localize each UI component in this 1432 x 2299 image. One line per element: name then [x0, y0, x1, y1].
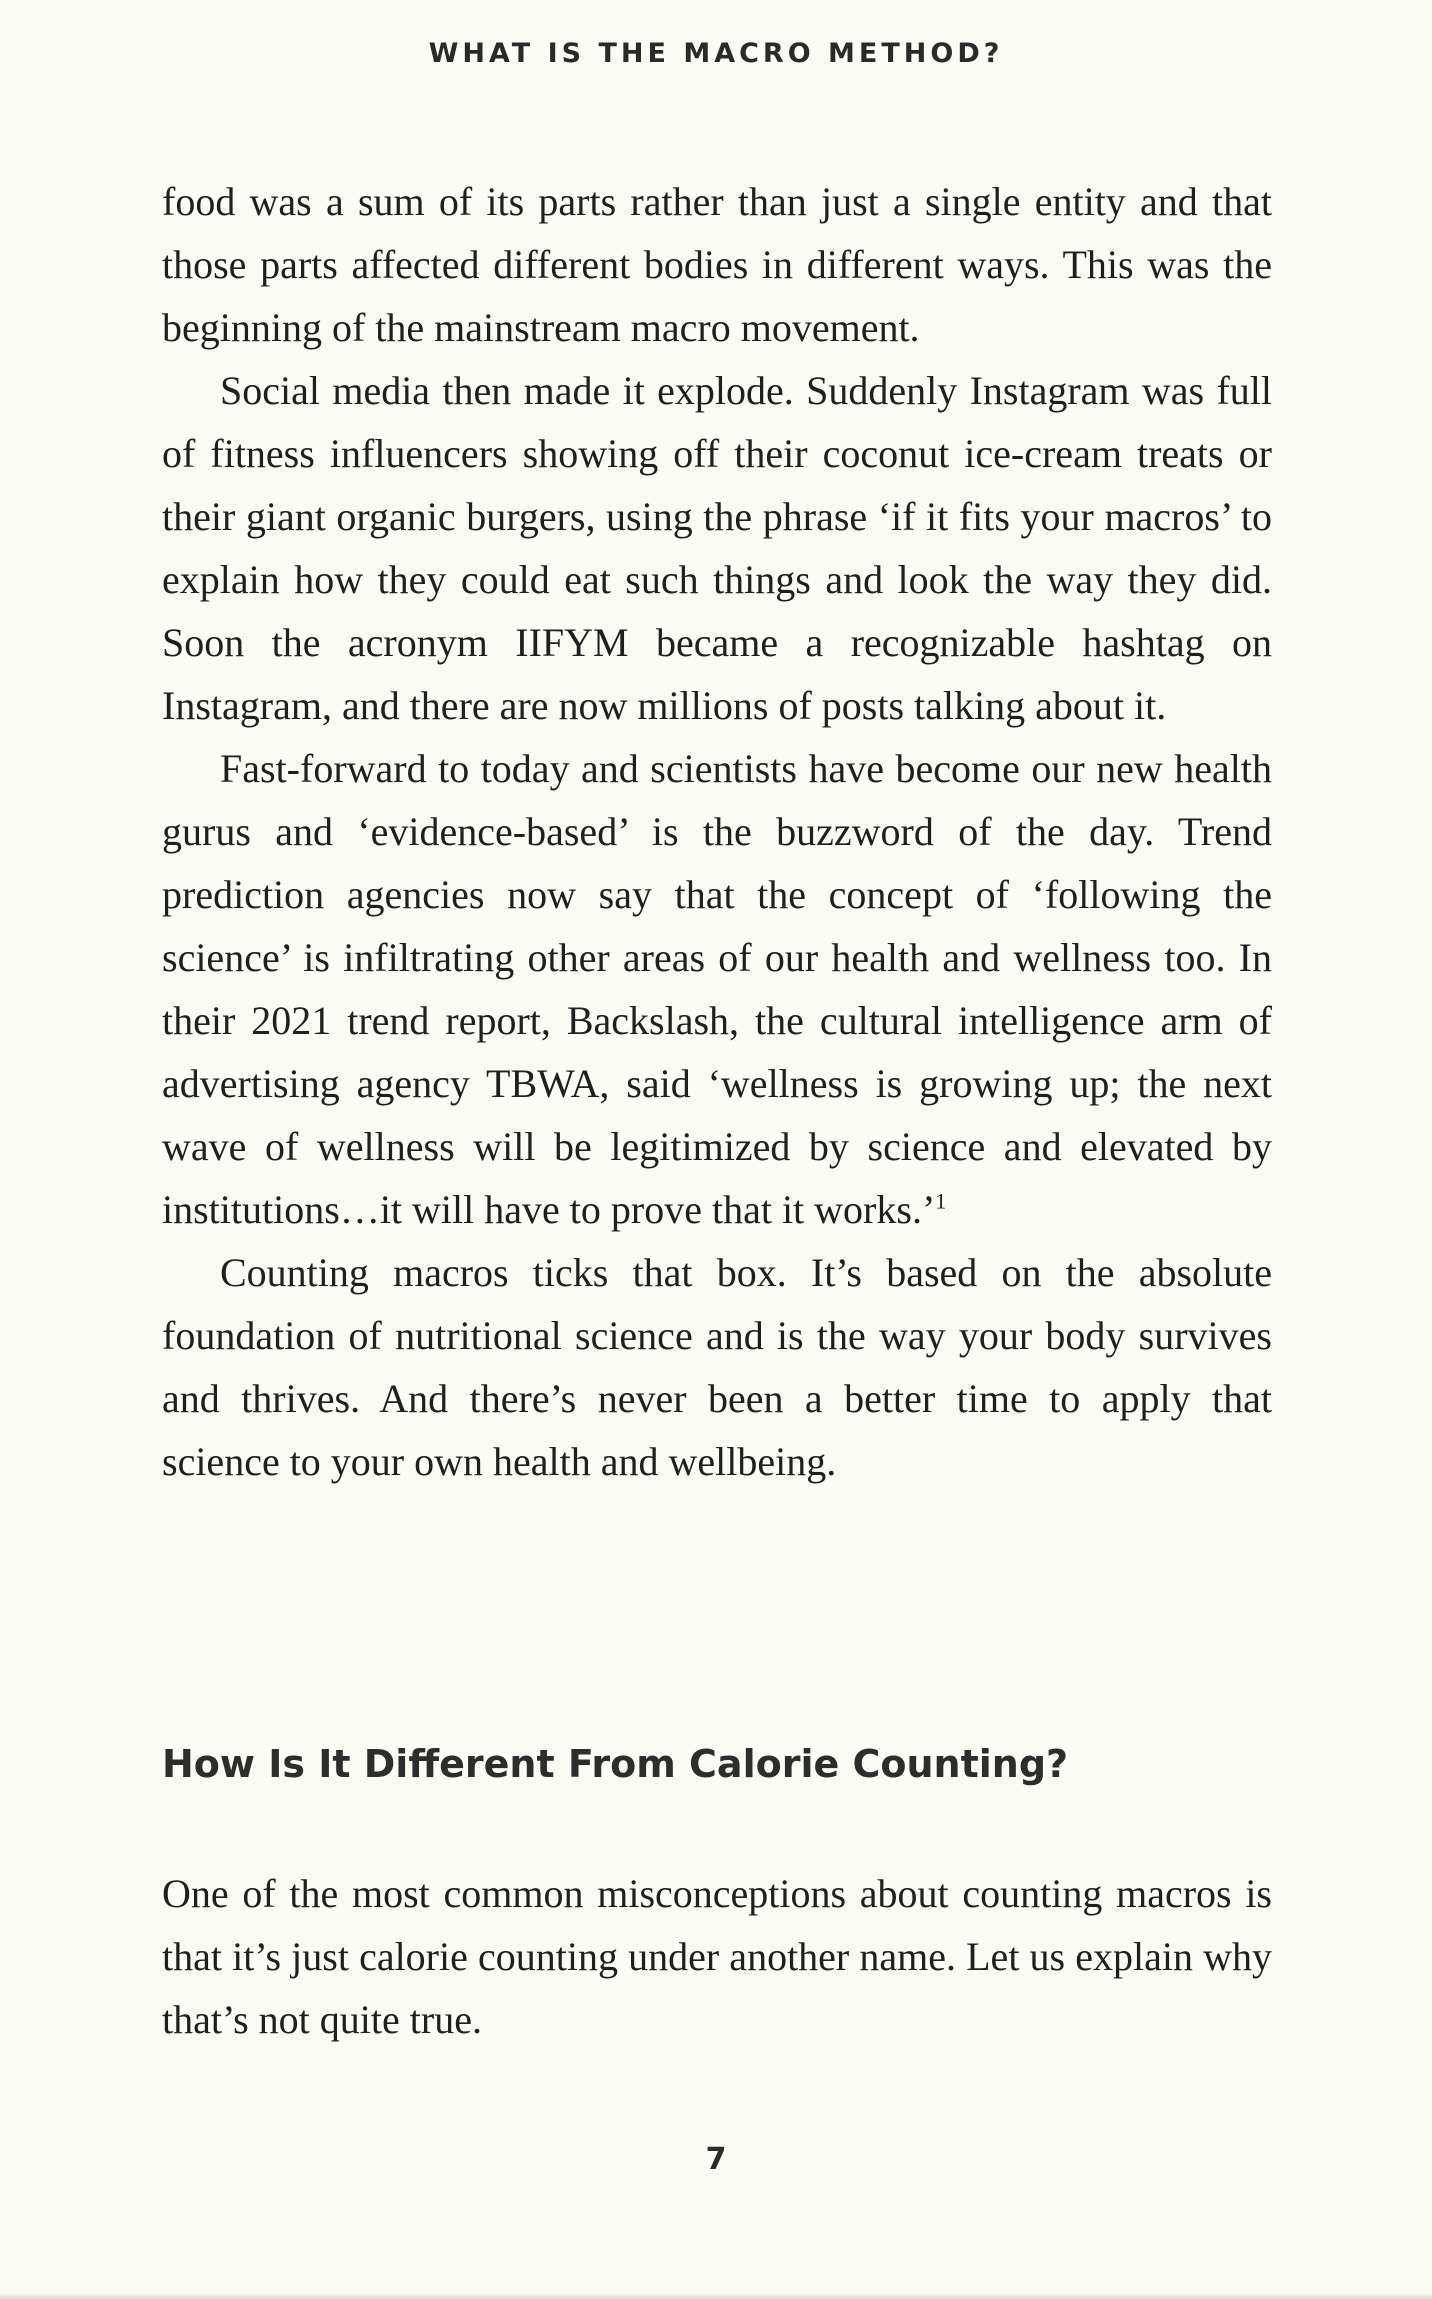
running-head: WHAT IS THE MACRO METHOD? [428, 38, 1004, 69]
section-paragraph: One of the most common misconceptions about counting macros is that it’s just calorie counting under another name. Let us explain why that’s not quite true. [162, 1871, 1272, 2042]
footnote-marker: 1 [935, 1188, 947, 1214]
page-edge [0, 2293, 1432, 2299]
body-text [162, 170, 1272, 1493]
paragraph-1: food was a sum of its parts rather than just a single entity and that those parts affected different bodies in different ways. This was the beginning of the mainstream macro movement. [162, 179, 1272, 350]
paragraph-3 [162, 737, 1272, 1241]
section-body-text [162, 1862, 1272, 2051]
page-number: 7 [705, 2142, 727, 2177]
paragraph-3-text: Fast-forward to today and scientists have become our new health gurus and ‘evidence-based’ is the buzzword of the day. Trend prediction agencies now say that the concept of ‘following the science’ is infiltrating other areas of our health and wellness too. In their 2021 trend report, Backslash, the cultural intelligence arm of advertising agency TBWA, said ‘wellness is growing up; the next wave of wellness will be legitimized by science and elevated by institutions…it will have to prove that it works.’ [162, 746, 1272, 1232]
section-heading: How Is It Different From Calorie Counting? [162, 1742, 1069, 1786]
paragraph-2: Social media then made it explode. Suddenly Instagram was full of fitness influencers showing off their coconut ice-cream treats or their giant organic burgers, using the phrase ‘if it fits your macros’ to explain how they could eat such things and look the way they did. Soon the acronym IIFYM became a recognizable hashtag on Instagram, and there are now millions of posts talking about it. [162, 368, 1272, 728]
paragraph-4: Counting macros ticks that box. It’s based on the absolute foundation of nutritional science and is the way your body survives and thrives. And there’s never been a better time to apply that science to your own health and wellbeing. [162, 1250, 1272, 1484]
